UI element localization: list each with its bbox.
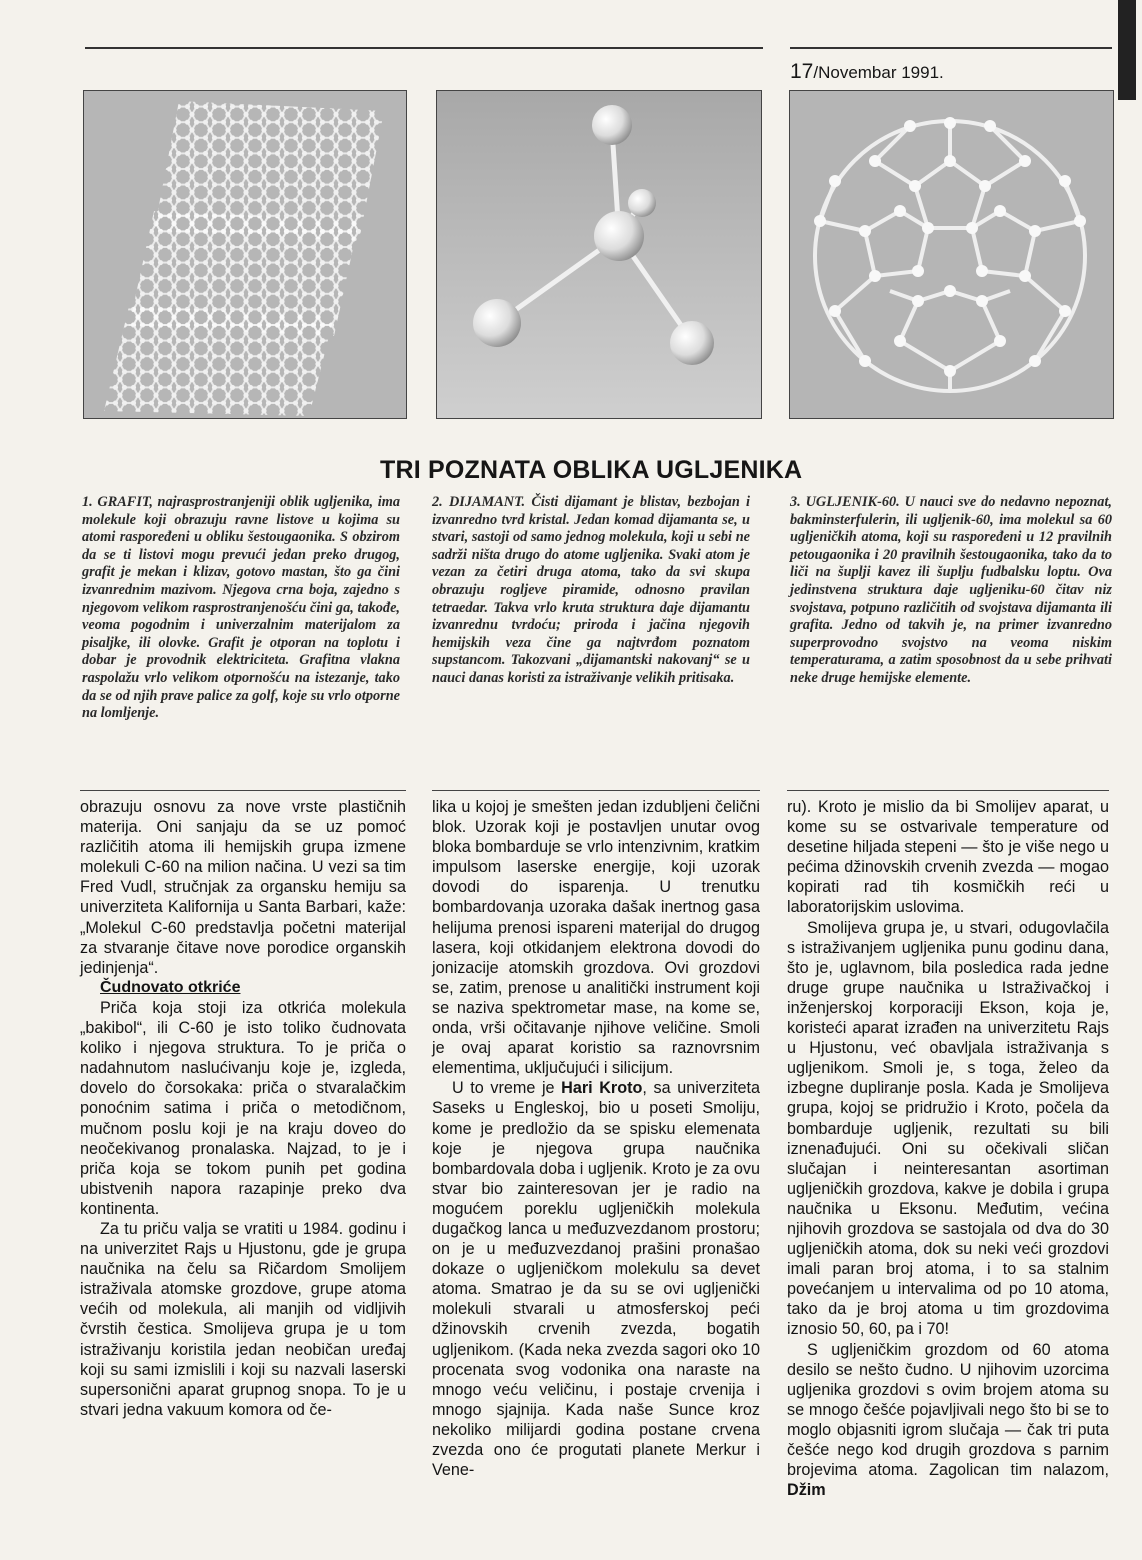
graphite-sheets-illustration — [84, 91, 406, 418]
body-paragraph: Smolijeva grupa je, u stvari, odugovlačila s istraživanjem ugljenika punu godinu dana, što je, uglavnom, bila posledica rada jedne druge grupe naučnika u Istraživačkoj i inženjerskoj korporaciji Ekson, koja je, koristeći aparat izrađen na univerzitetu Rajs u Hjustonu, već obavljala istraživanja s ugljenikom. Smoli je, s toga, želeo da izbegne dupliranje posla. Kada je Smolijeva grupa, kojoj se pridružio i Kroto, počela da bombarduje ugljenik, rezultati su bili iznenađujući. Oni su očekivali sličan slučajan i neinteresantan asortiman ugljeničkih grozdova, kakve je dobila i grupa naučnika u Eksonu. Međutim, većina njihovih grozdova se sastojala od dva do 30 ugljeničkih atoma, dok su neki veći grozdovi imali paran broj atoma, i to sa stalnim povećanjem u intervalima od po 10 atoma, tako da je broj atoma u tim grozdovima iznosio 50, 60, pa i 70! — [787, 918, 1109, 1339]
page-number: 17 — [790, 60, 814, 83]
graphite-caption: 1. GRAFIT, najrasprostranjeniji oblik ugljenika, ima molekule koji obrazuju ravne listove u kojima su atomi raspoređeni u obliku šestougaonika. S obzirom da se ti listovi mogu prevući jedan preko drugog, grafit je mekan i klizav, gotovo mastan, što ga čini izvanrednim mazivom. Njegova crna boja, zajedno s njegovom velikom rasprostranjenošću čini ga, takođe, veoma pogodnim i univerzalnim materijalom za pisaljke, ili olovke. Grafit je otporan na toplotu i dobar je provodnik elektriciteta. Grafitna vlakna raspolažu vrlo velikom otpornošću na istezanje, tako da se od njih prave palice za golf, koje su vrlo otporne na lomljenje. — [82, 494, 400, 722]
buckyball-illustration — [790, 91, 1113, 418]
header-rule-right — [790, 47, 1112, 49]
column-rule-2 — [432, 790, 760, 791]
article-headline: TRI POZNATA OBLIKA UGLJENIKA — [380, 456, 803, 484]
date-text: /Novembar 1991. — [813, 63, 944, 82]
body-paragraph — [787, 1340, 1109, 1501]
diamond-model-photo — [436, 90, 762, 419]
column-rule-3 — [787, 790, 1109, 791]
diamond-caption: 2. DIJAMANT. Čisti dijamant je blistav, bezbojan i izvanredno tvrd kristal. Jedan komad dijamanta se, u stvari, sastoji od samo jednog molekula, koji u sebi ne sadrži ništa drugo do atome ugljenika. Svaki atom je vezan za četiri druga atoma, tako da svi skupa obrazuju rogljeve piramide, odnosno pravilan tetraedar. Takva vrlo kruta struktura daje dijamantu izvanrednu tvrdoću; priroda i jačina njegovih hemijskih veza čine ga najtvrđom poznatom supstancom. Takozvani „dijamantski nakovanj“ se u nauci danas koristi za istraživanje velikih pritisaka. — [432, 494, 750, 686]
section-subhead: Čudnovato otkriće — [100, 978, 241, 996]
body-paragraph: lika u kojoj je smešten jedan izdubljeni čelični blok. Uzorak koji je postavljen unutar ovog bloka bombarduje se vrlo intenzivnim, kratkim impulsom laserske energije, koji uzorak dovodi do isparenja. U trenutku bombardovanja uzoraka dašak inertnog gasa helijuma prenosi ispareni materijal do drugog lasera, koji otkidanjem elektrona dovodi do jonizacije atomskih grozdova. Ovi grozdovi se, zatim, prenose u analitički instrument koji se naziva spektrometar mase, na kome se, onda, vrši očitavanje njihove veličine. Smoli je ovaj aparat koristio sa raznovrsnim elementima, uključujući i silicijum. — [432, 798, 760, 1078]
body-column-2 — [432, 797, 760, 1480]
text-run: U to vreme je — [452, 1079, 562, 1098]
person-name: Hari Kroto — [561, 1079, 643, 1098]
page-edge-shadow — [1118, 0, 1136, 100]
column-rule-1 — [80, 790, 406, 791]
text-run: S ugljeničkim grozdom od 60 atoma desilo se nešto čudno. U njihovim uzorcima ugljenika grozdovi s ovim brojem atoma su se mnogo češće pojavljivali nego što bi se to moglo objasniti igrom slučaja — čak tri puta češće nego kod drugih grozdova s parnim brojevima atoma. Zagolican tim nalazom, — [787, 1340, 1109, 1480]
issue-date — [790, 60, 944, 84]
fullerene-model-photo — [789, 90, 1114, 419]
body-column-3 — [787, 797, 1109, 1500]
text-run: , sa univerziteta Saseks u Engleskoj, bio u poseti Smoliju, kome je predložio da se spisku elemenata koje je njegova grupa naučnika bombardovala doba i ugljenik. Kroto je za ovu stvar bio zainteresovan jer je radio na mogućem poreklu ugljeničkih molekula dugačkog lanca u međuzvezdanom prostoru; on je u međuzvezdanoj prašini pronašao dokaze o ugljeničkom molekulu sa devet atoma. Smatrao je da su se ovi ugljenički molekuli stvarali u atmosferskoj peći džinovskih crvenih zvezda, bogatih ugljenikom. (Kada neka zvezda sagori oko 10 procenata svog vodonika ona naraste na mnogo veću veličinu, i postaje crvenija i mnogo sjajnija. Kada naše Sunce kroz nekoliko milijardi godina postane crvena zvezda ono će progutati planete Merkur i Vene- — [432, 1079, 760, 1480]
body-paragraph: Priča koja stoji iza otkrića molekula „bakibol“, ili C-60 je isto toliko čudnovata koliko i njegova struktura. To je priča o nadahnutom naslućivanju koje je, izgleda, dovelo do čorsokaka: priča o stvaralačkim ponoćnim satima i priča o metodičnom, mučnom poslu koji je na kraju doveo do neočekivanog pronalaska. Najzad, to je i priča koja se tokom punih pet godina ubistvenih napora razapinje preko dva kontinenta. — [80, 998, 406, 1218]
body-paragraph: obrazuju osnovu za nove vrste plastičnih materija. Oni sanjaju da se uz pomoć različitih atoma ili hemijskih grupa izmene molekuli C-60 na milion načina. U vezi sa tim Fred Vudl, stručnjak za organsku hemiju sa univerziteta Kalifornija u Santa Barbari, kaže: „Molekul C-60 predstavlja početni materijal za stvaranje čitave nove porodice organskih jedinjenja“. — [80, 798, 406, 977]
body-paragraph — [432, 1078, 760, 1480]
graphite-model-photo — [83, 90, 407, 419]
body-column-1 — [80, 797, 406, 1420]
body-paragraph: Za tu priču valja se vratiti u 1984. godinu i na univerzitet Rajs u Hjustonu, gde je grupa naučnika na čelu sa Ričardom Smolijem istraživala atomske grozdove, grupe atoma većih od molekula, ali manjih od vidljivih čvrstih čestica. Smolijeva grupa je u tom istraživanju koristila jedan neobičan uređaj koji su sami izmislili i koji su nazvali laserski supersonični aparat grupnog snopa. To je u stvari jedna vakuum komora od če- — [80, 1219, 406, 1419]
body-paragraph: ru). Kroto je mislio da bi Smolijev aparat, u kome su se ostvarivale temperature od desetine hiljada stepeni — što je više nego u pećima džinovskih crvenih zvezda — mogao kopirati rad tih kosmičkih reći u laboratorijskim uslovima. — [787, 798, 1109, 917]
person-name: Džim — [787, 1481, 826, 1500]
diamond-tetrahedron-illustration — [437, 91, 761, 418]
fullerene-caption: 3. UGLJENIK-60. U nauci sve do nedavno nepoznat, bakminsterfulerin, ili ugljenik-60, ima molekul sa 60 ugljeničkih atoma, koji su raspoređeni u 12 pravilnih petougaonika i 20 pravilnih šestougaonika, tako da to liči na šuplji kavez ili šuplju fudbalsku loptu. Ova jedinstvena struktura daje ugljeniku-60 čitav niz svojstava, potpuno različitih od svojstava dijamanta ili grafita. Jedno od takvih je, na primer izvanredno superprovodno svojstvo na veoma niskim temperaturama, a zatim sposobnost da u sebe prihvati neke druge hemijske elemente. — [790, 494, 1112, 686]
header-rule-left — [85, 47, 763, 49]
